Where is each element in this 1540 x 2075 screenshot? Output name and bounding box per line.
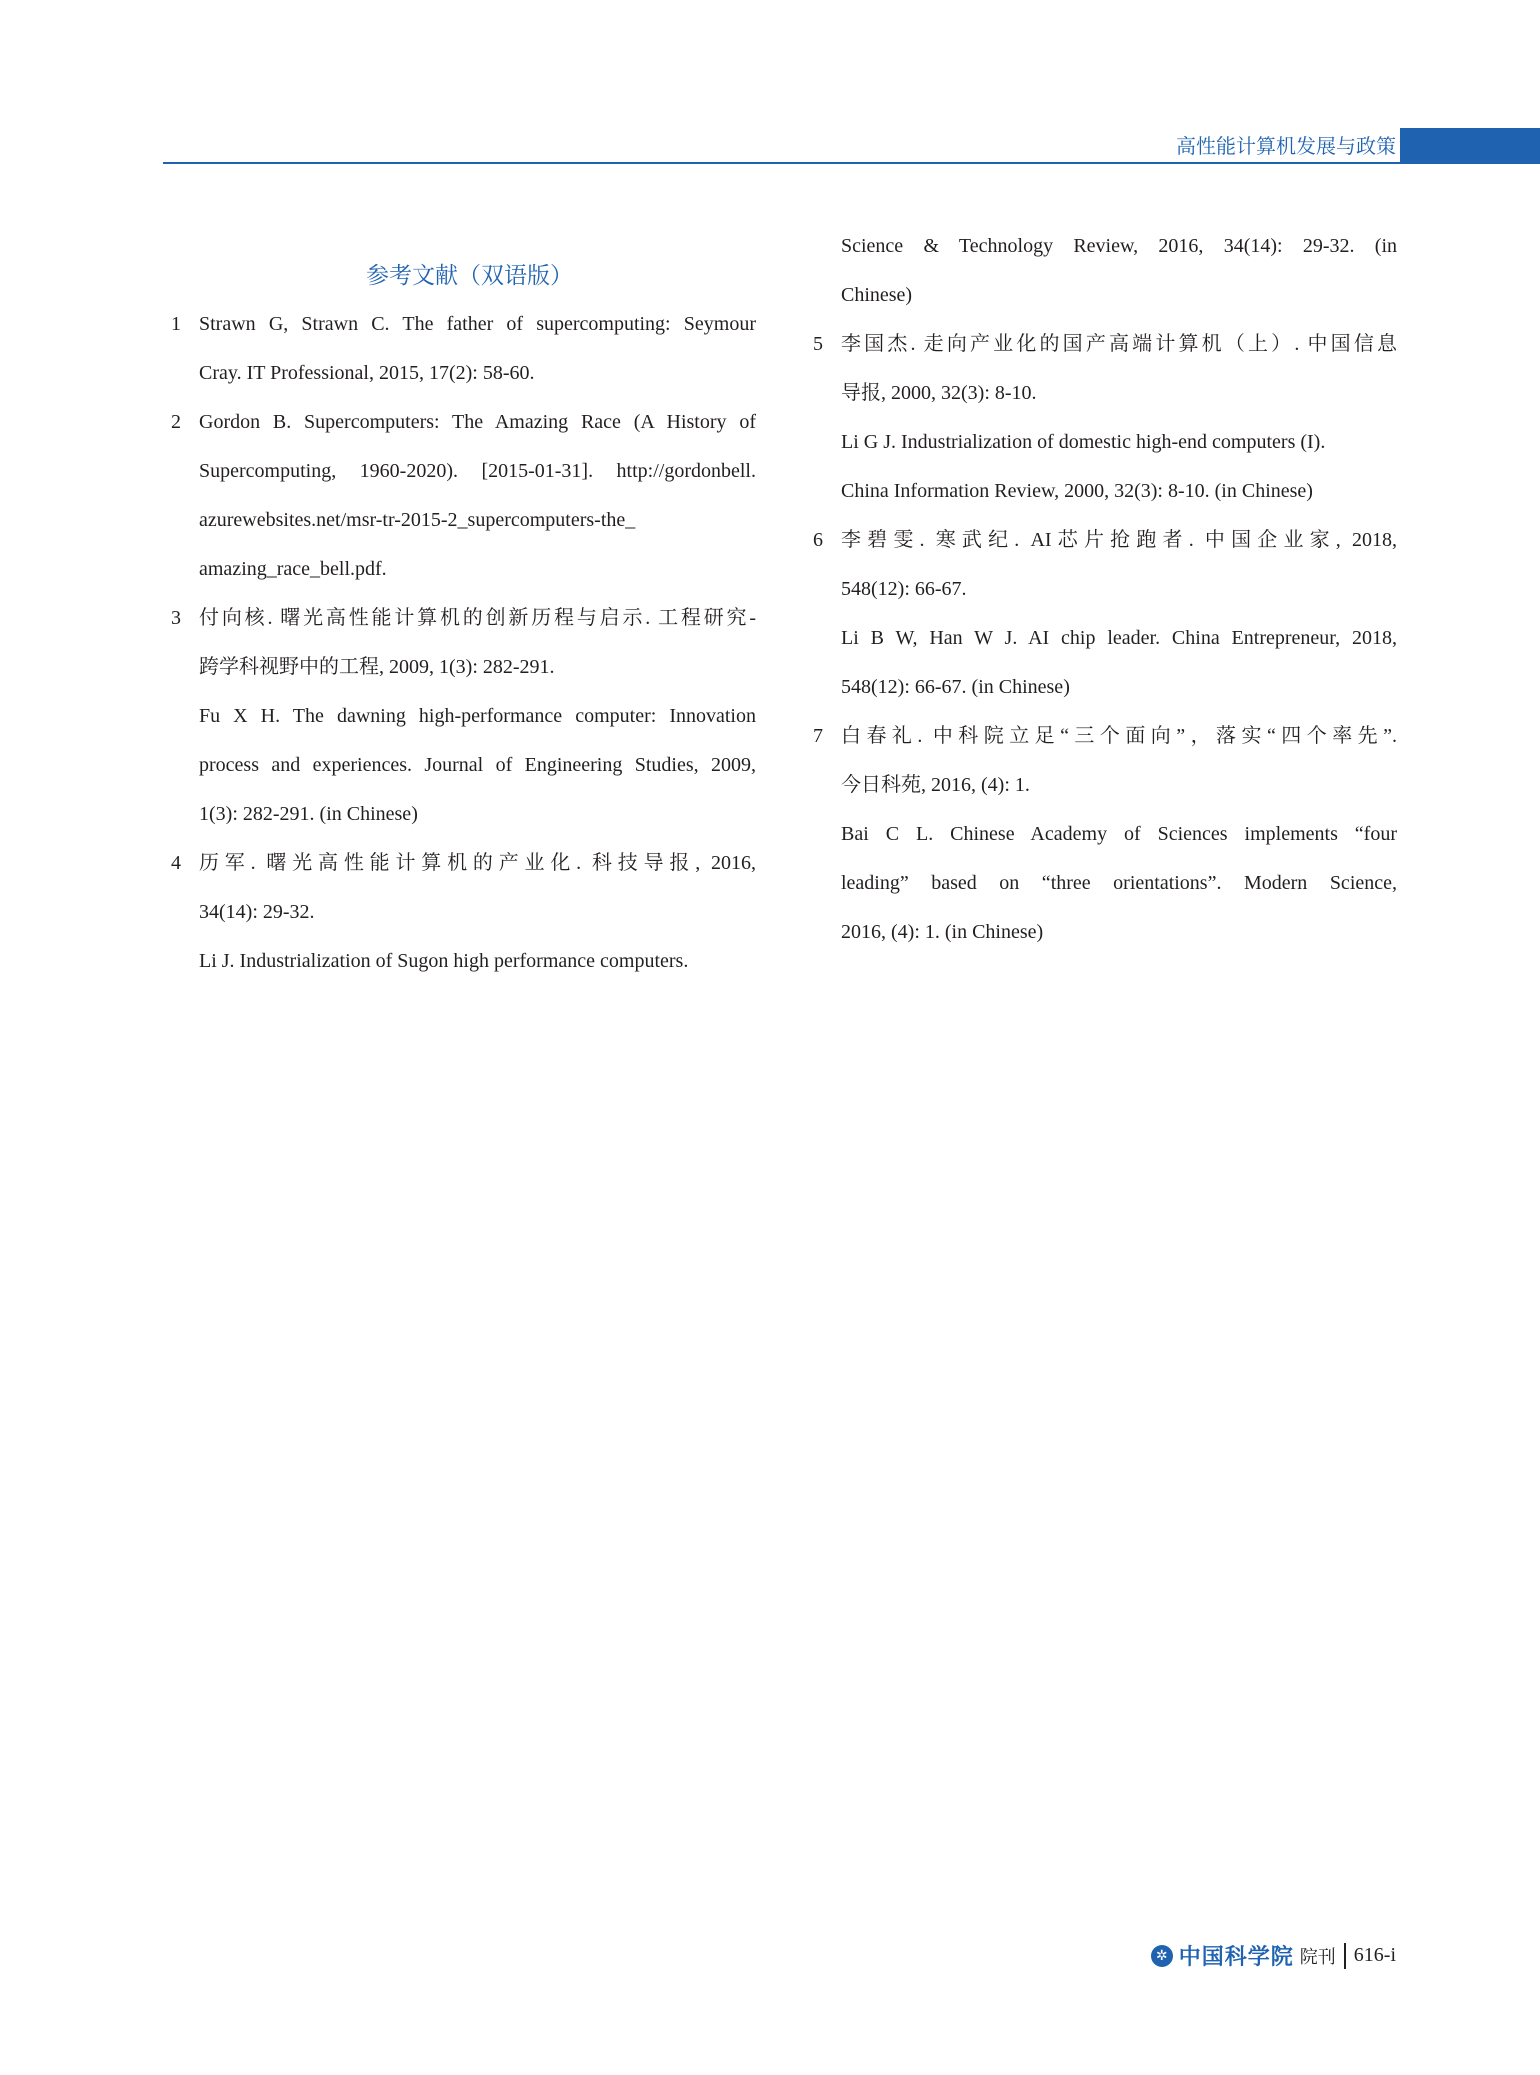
- header-rule: [163, 162, 1540, 164]
- reference-line: 导报, 2000, 32(3): 8-10.: [841, 382, 1037, 404]
- running-header-title: 高性能计算机发展与政策: [1176, 134, 1396, 158]
- reference-line: 付向核. 曙光高性能计算机的创新历程与启示. 工程研究-: [199, 607, 756, 629]
- header-accent-bar: [1400, 128, 1540, 162]
- reference-line: Li B W, Han W J. AI chip leader. China Entrepreneur, 2018,: [841, 627, 1397, 649]
- references-heading: 参考文献（双语版）: [366, 263, 573, 289]
- cas-logo-text: 中国科学院: [1178, 1944, 1294, 1970]
- reference-number: 5: [813, 333, 823, 355]
- reference-number: 2: [171, 411, 181, 433]
- reference-line: 34(14): 29-32.: [199, 901, 315, 923]
- page-separator: [1344, 1943, 1346, 1969]
- reference-line: Science & Technology Review, 2016, 34(14): 29-32. (in: [841, 235, 1397, 257]
- reference-item: [805, 320, 1397, 516]
- reference-line: 今日科苑, 2016, (4): 1.: [841, 774, 1030, 796]
- reference-line: 李国杰. 走向产业化的国产高端计算机（上）. 中国信息: [841, 333, 1397, 355]
- reference-line: 白春礼. 中科院立足“三个面向”，落实“四个率先”.: [841, 725, 1397, 747]
- reference-number: 4: [171, 852, 181, 874]
- left-column: [163, 263, 756, 986]
- reference-line: China Information Review, 2000, 32(3): 8-10. (in Chinese): [841, 480, 1313, 502]
- reference-line: Gordon B. Supercomputers: The Amazing Race (A History of: [199, 411, 756, 433]
- cas-logo-icon: ✲: [1151, 1945, 1173, 1967]
- reference-line: 548(12): 66-67.: [841, 578, 967, 600]
- reference-line: 历军. 曙光高性能计算机的产业化. 科技导报, 2016,: [199, 852, 756, 874]
- left-reference-list: [163, 300, 756, 986]
- reference-line: 1(3): 282-291. (in Chinese): [199, 803, 418, 825]
- reference-number: 1: [171, 313, 181, 335]
- reference-item: [805, 712, 1397, 957]
- reference-line: Fu X H. The dawning high-performance computer: Innovation: [199, 705, 756, 727]
- reference-continuation: [805, 222, 1397, 320]
- reference-line: Bai C L. Chinese Academy of Sciences implements “four: [841, 823, 1397, 845]
- reference-item: [163, 594, 756, 839]
- reference-item: [163, 398, 756, 594]
- reference-line: 跨学科视野中的工程, 2009, 1(3): 282-291.: [199, 656, 555, 678]
- page-footer: [1151, 1940, 1396, 1971]
- reference-line: amazing_race_bell.pdf.: [199, 558, 387, 580]
- right-reference-list: [805, 320, 1397, 957]
- reference-line: Chinese): [841, 284, 913, 306]
- right-column: [805, 222, 1397, 957]
- reference-line: process and experiences. Journal of Engineering Studies, 2009,: [199, 754, 756, 776]
- reference-line: azurewebsites.net/msr-tr-2015-2_supercomputers-the_: [199, 509, 636, 531]
- page-number: 616-i: [1353, 1944, 1396, 1966]
- reference-number: 7: [813, 725, 823, 747]
- reference-number: 6: [813, 529, 823, 551]
- reference-line: Strawn G, Strawn C. The father of supercomputing: Seymour: [199, 313, 756, 335]
- reference-line: 李碧雯. 寒武纪. AI芯片抢跑者. 中国企业家, 2018,: [841, 529, 1397, 551]
- journal-name: 院刊: [1299, 1946, 1336, 1968]
- reference-item: [805, 516, 1397, 712]
- reference-line: Cray. IT Professional, 2015, 17(2): 58-60.: [199, 362, 535, 384]
- reference-line: Supercomputing, 1960-2020). [2015-01-31]. http://gordonbell.: [199, 460, 756, 482]
- reference-line: Li G J. Industrialization of domestic high-end computers (I).: [841, 431, 1326, 453]
- reference-line: 2016, (4): 1. (in Chinese): [841, 921, 1044, 943]
- reference-line: 548(12): 66-67. (in Chinese): [841, 676, 1070, 698]
- reference-item: [163, 300, 756, 398]
- reference-line: Li J. Industrialization of Sugon high performance computers.: [199, 950, 689, 972]
- reference-item: [163, 839, 756, 986]
- reference-line: leading” based on “three orientations”. Modern Science,: [841, 872, 1397, 894]
- reference-number: 3: [171, 607, 181, 629]
